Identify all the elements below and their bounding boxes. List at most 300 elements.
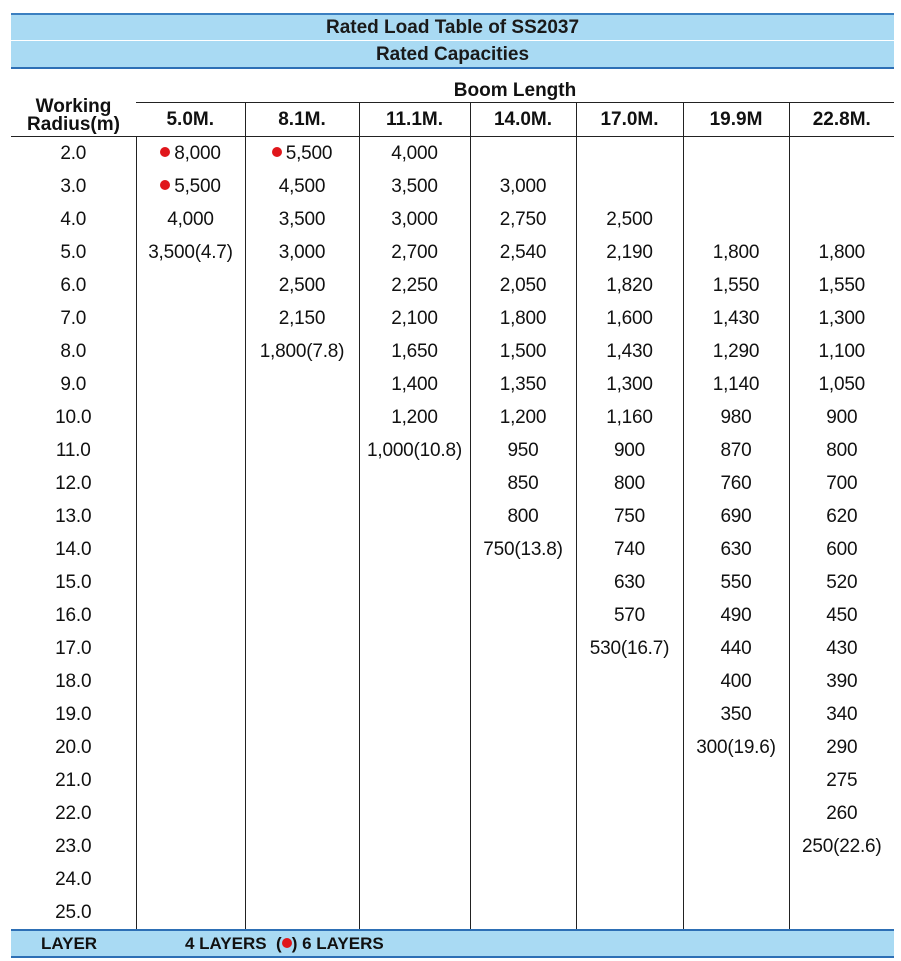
capacity-value: 300(19.6) (696, 736, 776, 758)
capacity-value: 800 (613, 472, 646, 494)
capacity-cell (470, 236, 576, 269)
capacity-cell (359, 566, 470, 599)
capacity-cell (470, 731, 576, 764)
capacity-cell (789, 203, 894, 236)
capacity-cell (136, 599, 245, 632)
capacity-cell (576, 896, 683, 930)
table-row (11, 797, 894, 830)
capacity-cell (683, 731, 789, 764)
capacity-cell (359, 137, 470, 171)
capacity-value: 2,050 (499, 274, 547, 296)
capacity-cell (245, 236, 359, 269)
capacity-cell (683, 236, 789, 269)
capacity-cell (789, 665, 894, 698)
four-layers-text: 4 LAYERS (185, 934, 267, 953)
capacity-cell (576, 533, 683, 566)
capacity-value: 8,000 (174, 142, 221, 164)
capacity-value: 760 (720, 472, 752, 494)
capacity-value: 5,500 (174, 175, 221, 197)
capacity-cell (470, 896, 576, 930)
capacity-cell (245, 896, 359, 930)
working-radius-cell: 23.0 (55, 835, 92, 857)
capacity-cell (576, 269, 683, 302)
capacity-cell (245, 269, 359, 302)
capacity-cell (470, 500, 576, 533)
capacity-value: 2,700 (391, 241, 438, 263)
capacity-cell (683, 896, 789, 930)
working-radius-cell: 8.0 (60, 340, 87, 362)
capacity-cell (359, 731, 470, 764)
capacity-cell (470, 698, 576, 731)
capacity-cell (245, 170, 359, 203)
capacity-value: 550 (720, 571, 752, 593)
capacity-cell (576, 170, 683, 203)
capacity-cell (576, 137, 683, 171)
table-row (11, 170, 894, 203)
capacity-cell (245, 368, 359, 401)
capacity-value: 850 (507, 472, 539, 494)
capacity-value: 3,500 (278, 208, 326, 230)
capacity-cell (136, 269, 245, 302)
capacity-value: 390 (826, 670, 858, 692)
capacity-cell (136, 698, 245, 731)
capacity-cell (470, 566, 576, 599)
capacity-cell (470, 302, 576, 335)
capacity-cell (683, 863, 789, 896)
working-radius-header-line2: Radius(m) (27, 114, 120, 135)
capacity-cell (359, 533, 470, 566)
working-radius-cell: 24.0 (55, 868, 92, 890)
capacity-value: 1,160 (606, 406, 653, 428)
table-title: Rated Load Table of SS2037 (11, 13, 894, 40)
capacity-cell (683, 137, 789, 171)
capacity-value: 4,000 (167, 208, 214, 230)
capacity-cell (470, 764, 576, 797)
capacity-cell (576, 302, 683, 335)
table-row (11, 863, 894, 896)
capacity-cell (576, 335, 683, 368)
capacity-cell (136, 137, 245, 171)
capacity-cell (136, 500, 245, 533)
capacity-cell (245, 566, 359, 599)
capacity-cell (136, 533, 245, 566)
working-radius-cell: 9.0 (60, 373, 87, 395)
working-radius-cell: 13.0 (55, 505, 92, 527)
capacity-value: 750(13.8) (483, 538, 563, 560)
six-layer-marker-icon (272, 147, 282, 157)
capacity-cell (359, 896, 470, 930)
capacity-value: 630 (720, 538, 752, 560)
boom-length-header: Boom Length (136, 69, 894, 103)
capacity-value: 1,100 (818, 340, 866, 362)
working-radius-cell: 15.0 (55, 571, 92, 593)
capacity-value: 900 (613, 439, 646, 461)
capacity-value: 1,820 (606, 274, 653, 296)
capacity-cell (245, 764, 359, 797)
working-radius-header-line1: Working (35, 96, 112, 117)
capacity-value: 4,500 (278, 175, 326, 197)
layer-label: LAYER (41, 934, 98, 953)
capacity-cell (245, 434, 359, 467)
working-radius-cell: 5.0 (60, 241, 87, 263)
working-radius-cell: 19.0 (55, 703, 92, 725)
capacity-cell (576, 830, 683, 863)
capacity-cell (576, 731, 683, 764)
capacity-cell (245, 500, 359, 533)
capacity-cell (576, 764, 683, 797)
capacity-cell (683, 797, 789, 830)
capacity-value: 490 (720, 604, 752, 626)
capacity-value: 2,500 (606, 208, 653, 230)
capacity-cell (136, 764, 245, 797)
working-radius-cell: 21.0 (55, 769, 92, 791)
capacity-value: 870 (720, 439, 752, 461)
capacity-value: 600 (826, 538, 858, 560)
paren-open: ( (276, 934, 282, 953)
boom-length-column-header: 22.8M. (789, 103, 894, 137)
capacity-cell (789, 467, 894, 500)
capacity-value: 2,750 (499, 208, 547, 230)
capacity-value: 440 (720, 637, 752, 659)
capacity-cell (683, 401, 789, 434)
capacity-cell (136, 335, 245, 368)
capacity-cell (136, 401, 245, 434)
capacity-cell (470, 335, 576, 368)
table-row (11, 434, 894, 467)
rated-load-table (11, 69, 894, 931)
capacity-cell (245, 599, 359, 632)
capacity-cell (683, 500, 789, 533)
capacity-cell (789, 368, 894, 401)
capacity-value: 2,150 (278, 307, 326, 329)
capacity-value: 1,600 (606, 307, 653, 329)
capacity-cell (470, 632, 576, 665)
table-row (11, 896, 894, 930)
boom-length-column-header: 14.0M. (470, 103, 576, 137)
boom-length-column-header: 5.0M. (136, 103, 245, 137)
capacity-value: 430 (826, 637, 858, 659)
capacity-cell (789, 137, 894, 171)
load-table-sheet (11, 13, 894, 958)
capacity-cell (789, 698, 894, 731)
capacity-value: 260 (826, 802, 858, 824)
capacity-value: 1,550 (818, 274, 866, 296)
table-row (11, 533, 894, 566)
capacity-cell (789, 764, 894, 797)
capacity-value: 950 (507, 439, 539, 461)
capacity-value: 1,650 (391, 340, 438, 362)
capacity-cell (136, 632, 245, 665)
capacity-cell (359, 236, 470, 269)
table-body (11, 137, 894, 931)
capacity-cell (470, 467, 576, 500)
capacity-value: 530(16.7) (589, 637, 670, 659)
capacity-value: 570 (613, 604, 646, 626)
capacity-cell (576, 665, 683, 698)
working-radius-cell: 10.0 (55, 406, 92, 428)
working-radius-cell: 17.0 (55, 637, 92, 659)
capacity-cell (136, 665, 245, 698)
capacity-value: 3,000 (278, 241, 326, 263)
capacity-cell (789, 500, 894, 533)
capacity-cell (576, 434, 683, 467)
capacity-cell (245, 302, 359, 335)
capacity-value: 980 (720, 406, 752, 428)
capacity-value: 1,800 (499, 307, 547, 329)
capacity-cell (789, 170, 894, 203)
table-row (11, 203, 894, 236)
capacity-value: 1,400 (391, 373, 438, 395)
capacity-value: 350 (720, 703, 752, 725)
capacity-cell (576, 236, 683, 269)
capacity-cell (359, 203, 470, 236)
working-radius-cell: 11.0 (55, 439, 91, 461)
capacity-cell (359, 764, 470, 797)
capacity-cell (789, 863, 894, 896)
capacity-cell (576, 401, 683, 434)
capacity-cell (683, 599, 789, 632)
capacity-cell (789, 434, 894, 467)
capacity-cell (683, 533, 789, 566)
capacity-cell (576, 566, 683, 599)
layer-legend-text (185, 931, 384, 957)
capacity-value: 250(22.6) (802, 835, 882, 857)
capacity-cell (683, 203, 789, 236)
capacity-value: 630 (613, 571, 646, 593)
table-row (11, 236, 894, 269)
working-radius-cell: 22.0 (55, 802, 92, 824)
capacity-value: 2,190 (606, 241, 653, 263)
capacity-value: 1,200 (391, 406, 438, 428)
capacity-cell (359, 632, 470, 665)
capacity-value: 2,500 (278, 274, 326, 296)
capacity-cell (683, 434, 789, 467)
working-radius-cell: 2.0 (60, 142, 87, 164)
capacity-value: 3,500 (391, 175, 438, 197)
capacity-cell (136, 896, 245, 930)
capacity-cell (359, 434, 470, 467)
capacity-value: 1,500 (499, 340, 547, 362)
capacity-cell (136, 830, 245, 863)
working-radius-cell: 3.0 (60, 175, 87, 197)
capacity-value: 1,300 (606, 373, 653, 395)
working-radius-header (11, 69, 136, 137)
capacity-cell (359, 170, 470, 203)
capacity-cell (136, 863, 245, 896)
capacity-cell (683, 830, 789, 863)
capacity-cell (576, 500, 683, 533)
table-row (11, 335, 894, 368)
capacity-cell (789, 632, 894, 665)
capacity-value: 1,430 (712, 307, 760, 329)
boom-length-column-header: 11.1M. (359, 103, 470, 137)
capacity-cell (359, 302, 470, 335)
capacity-cell (359, 665, 470, 698)
capacity-cell (359, 269, 470, 302)
capacity-value: 1,550 (712, 274, 760, 296)
capacity-cell (683, 665, 789, 698)
capacity-cell (136, 467, 245, 500)
capacity-cell (576, 797, 683, 830)
capacity-cell (136, 566, 245, 599)
capacity-cell (245, 203, 359, 236)
capacity-cell (789, 830, 894, 863)
capacity-cell (789, 533, 894, 566)
capacity-cell (576, 368, 683, 401)
capacity-cell (683, 368, 789, 401)
capacity-cell (789, 269, 894, 302)
working-radius-cell: 7.0 (60, 307, 87, 329)
capacity-cell (136, 236, 245, 269)
capacity-value: 3,500(4.7) (148, 241, 233, 263)
six-layers-text: 6 LAYERS (302, 934, 384, 953)
capacity-value: 620 (826, 505, 858, 527)
capacity-value: 1,290 (712, 340, 760, 362)
capacity-value: 1,430 (606, 340, 653, 362)
capacity-cell (683, 764, 789, 797)
table-row (11, 698, 894, 731)
capacity-cell (245, 335, 359, 368)
capacity-cell (359, 335, 470, 368)
capacity-value: 1,350 (499, 373, 547, 395)
table-row (11, 500, 894, 533)
capacity-cell (470, 599, 576, 632)
capacity-cell (136, 203, 245, 236)
table-row (11, 764, 894, 797)
capacity-value: 1,800(7.8) (259, 340, 345, 362)
boom-length-column-header: 19.9M (683, 103, 789, 137)
capacity-cell (136, 170, 245, 203)
table-row (11, 632, 894, 665)
capacity-cell (359, 500, 470, 533)
capacity-cell (359, 368, 470, 401)
capacity-cell (470, 863, 576, 896)
capacity-value: 1,000(10.8) (367, 439, 462, 461)
boom-length-columns (11, 103, 894, 137)
paren-close: ) (291, 934, 298, 953)
capacity-cell (789, 236, 894, 269)
capacity-value: 5,500 (285, 142, 333, 164)
capacity-cell (470, 665, 576, 698)
table-row (11, 566, 894, 599)
capacity-cell (576, 203, 683, 236)
capacity-cell (359, 599, 470, 632)
capacity-cell (136, 731, 245, 764)
table-row (11, 368, 894, 401)
capacity-cell (470, 269, 576, 302)
capacity-value: 690 (720, 505, 752, 527)
capacity-cell (789, 302, 894, 335)
capacity-value: 2,540 (499, 241, 547, 263)
table-row (11, 665, 894, 698)
capacity-cell (683, 335, 789, 368)
capacity-cell (470, 830, 576, 863)
capacity-cell (576, 467, 683, 500)
six-layer-marker-icon (160, 180, 170, 190)
six-layer-marker-icon (160, 147, 170, 157)
working-radius-cell: 20.0 (55, 736, 92, 758)
capacity-cell (470, 137, 576, 171)
capacity-value: 1,800 (712, 241, 760, 263)
capacity-cell (136, 302, 245, 335)
capacity-cell (470, 533, 576, 566)
capacity-cell (789, 566, 894, 599)
capacity-cell (359, 698, 470, 731)
capacity-cell (683, 698, 789, 731)
capacity-cell (245, 863, 359, 896)
capacity-cell (470, 434, 576, 467)
capacity-cell (789, 731, 894, 764)
table-row (11, 830, 894, 863)
boom-length-column-header: 17.0M. (576, 103, 683, 137)
capacity-value: 2,250 (391, 274, 438, 296)
capacity-value: 400 (720, 670, 752, 692)
capacity-cell (789, 335, 894, 368)
capacity-cell (789, 401, 894, 434)
capacity-value: 900 (826, 406, 858, 428)
capacity-value: 800 (507, 505, 539, 527)
capacity-value: 2,100 (391, 307, 438, 329)
capacity-cell (245, 467, 359, 500)
table-row (11, 302, 894, 335)
capacity-cell (245, 137, 359, 171)
capacity-value: 1,300 (818, 307, 866, 329)
capacity-value: 1,800 (818, 241, 866, 263)
capacity-value: 740 (613, 538, 646, 560)
capacity-cell (359, 401, 470, 434)
capacity-value: 340 (826, 703, 858, 725)
table-row (11, 599, 894, 632)
capacity-value: 520 (826, 571, 858, 593)
capacity-cell (683, 269, 789, 302)
capacity-cell (789, 896, 894, 930)
capacity-cell (136, 797, 245, 830)
capacity-cell (470, 203, 576, 236)
capacity-value: 1,050 (818, 373, 866, 395)
capacity-cell (789, 599, 894, 632)
working-radius-cell: 18.0 (55, 670, 92, 692)
capacity-cell (470, 368, 576, 401)
capacity-value: 750 (613, 505, 646, 527)
capacity-cell (245, 797, 359, 830)
capacity-value: 275 (826, 769, 858, 791)
capacity-cell (470, 170, 576, 203)
capacity-cell (359, 863, 470, 896)
capacity-cell (136, 368, 245, 401)
capacity-cell (359, 830, 470, 863)
capacity-value: 3,000 (499, 175, 547, 197)
working-radius-cell: 4.0 (60, 208, 87, 230)
capacity-cell (245, 632, 359, 665)
table-subtitle: Rated Capacities (11, 40, 894, 69)
table-row (11, 467, 894, 500)
capacity-value: 800 (826, 439, 858, 461)
capacity-cell (683, 170, 789, 203)
capacity-value: 3,000 (391, 208, 438, 230)
capacity-cell (245, 698, 359, 731)
capacity-value: 450 (826, 604, 858, 626)
table-row (11, 137, 894, 171)
working-radius-cell: 25.0 (11, 896, 136, 930)
capacity-cell (683, 566, 789, 599)
capacity-cell (683, 467, 789, 500)
six-layer-marker-icon (282, 938, 292, 948)
capacity-cell (359, 797, 470, 830)
capacity-value: 700 (826, 472, 858, 494)
working-radius-cell: 14.0 (55, 538, 92, 560)
capacity-cell (359, 467, 470, 500)
capacity-value: 1,200 (499, 406, 547, 428)
